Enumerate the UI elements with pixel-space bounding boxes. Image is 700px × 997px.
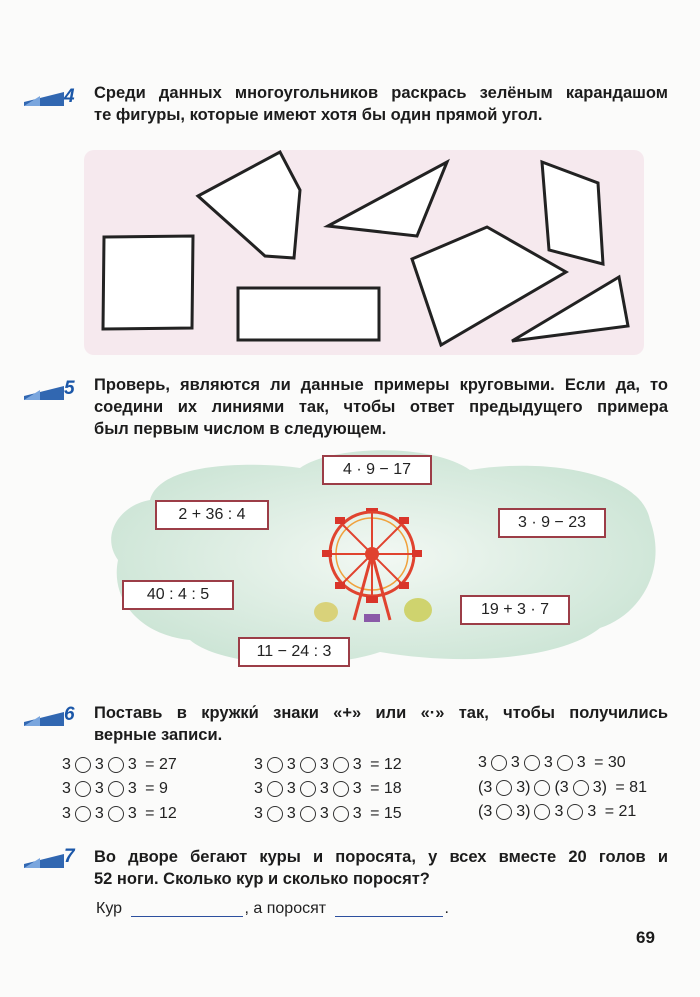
polygon-rectangle[interactable] [238,288,379,340]
polygon-pentagon[interactable] [198,152,300,258]
task-5-line-2: соедини их линиями так, чтобы ответ предыдущего примера [94,398,668,416]
equation-row: (3 3) 3 3 = 21 [478,803,637,820]
equation-row: 3 3 3 3 = 15 [254,805,402,822]
task-6-text [94,702,668,746]
expression-4x9-17: 4 · 9 − 17 [322,455,432,485]
answer-end-dot: . [444,900,449,917]
sign-circle[interactable] [108,757,124,773]
sign-circle[interactable] [534,780,550,796]
sign-circle[interactable] [573,780,589,796]
sign-circle[interactable] [75,757,91,773]
sign-circle[interactable] [534,804,550,820]
answer-blank-hens[interactable] [131,902,243,917]
task-5-number: 5 [64,378,75,399]
equation-row: 3 3 3 = 12 [62,805,177,822]
polygon-triangle-top[interactable] [328,162,447,236]
answer-label-piglets: , а поросят [244,900,327,917]
equation-row: (3 3) (3 3) = 81 [478,779,647,796]
equation-row: 3 3 3 3 = 12 [254,756,402,773]
ferris-wheel-illustration [300,508,450,628]
answer-label-hens: Кур [96,900,123,917]
polygon-quad-right[interactable] [542,162,603,264]
task-6-line-2: верные записи. [94,726,223,744]
sign-circle[interactable] [267,757,283,773]
polygon-square[interactable] [103,236,193,329]
answer-blank-piglets[interactable] [335,902,443,917]
task-6-number: 6 [64,704,75,725]
task-6-marker [24,712,68,726]
sign-circle[interactable] [524,755,540,771]
task-5-text [94,374,668,440]
page-number: 69 [636,928,655,947]
expression-19+3x7: 19 + 3 · 7 [460,595,570,625]
sign-circle[interactable] [496,780,512,796]
answer-row [96,898,449,920]
expression-3x9-23: 3 · 9 − 23 [498,508,606,538]
expression-11-24:3: 11 − 24 : 3 [238,637,350,667]
sign-circle[interactable] [108,806,124,822]
task-7-line-1: Во дворе бегают куры и поросята, у всех вместе 20 голов и [94,848,668,866]
task-5-line-3: был первым числом в следующем. [94,420,387,438]
sign-circle[interactable] [333,781,349,797]
sign-circle[interactable] [75,806,91,822]
equation-row: 3 3 3 3 = 30 [478,754,626,771]
sign-circle[interactable] [267,806,283,822]
task-7-marker [24,854,68,868]
sign-circle[interactable] [567,804,583,820]
sign-circle[interactable] [333,757,349,773]
task-5-line-1: Проверь, являются ли данные примеры круговыми. Если да, то [94,376,668,394]
task-7-number: 7 [64,846,75,867]
sign-circle[interactable] [267,781,283,797]
sign-circle[interactable] [557,755,573,771]
sign-circle[interactable] [333,806,349,822]
sign-circle[interactable] [300,781,316,797]
equation-row: 3 3 3 = 27 [62,756,177,773]
task-4-line-2: те фигуры, которые имеют хотя бы один прямой угол. [94,106,543,124]
task-6-line-1: Поставь в кружки́ знаки «+» или «·» так, чтобы получились [94,704,668,722]
expression-40:4:5: 40 : 4 : 5 [122,580,234,610]
sign-circle[interactable] [496,804,512,820]
task-5-marker [24,386,68,400]
sign-circle[interactable] [300,806,316,822]
task-4-line-1: Среди данных многоугольников раскрась зелёным карандашом [94,84,668,102]
polygons-figure [0,0,700,400]
expression-2+36:4: 2 + 36 : 4 [155,500,269,530]
sign-circle[interactable] [108,781,124,797]
sign-circle[interactable] [491,755,507,771]
equation-row: 3 3 3 3 = 18 [254,780,402,797]
task-7-text [94,846,668,890]
sign-circle[interactable] [75,781,91,797]
task-7-line-2: 52 ноги. Сколько кур и сколько поросят? [94,870,430,888]
sign-circle[interactable] [300,757,316,773]
equation-row: 3 3 3 = 9 [62,780,168,797]
task-4-number: 4 [64,86,75,107]
